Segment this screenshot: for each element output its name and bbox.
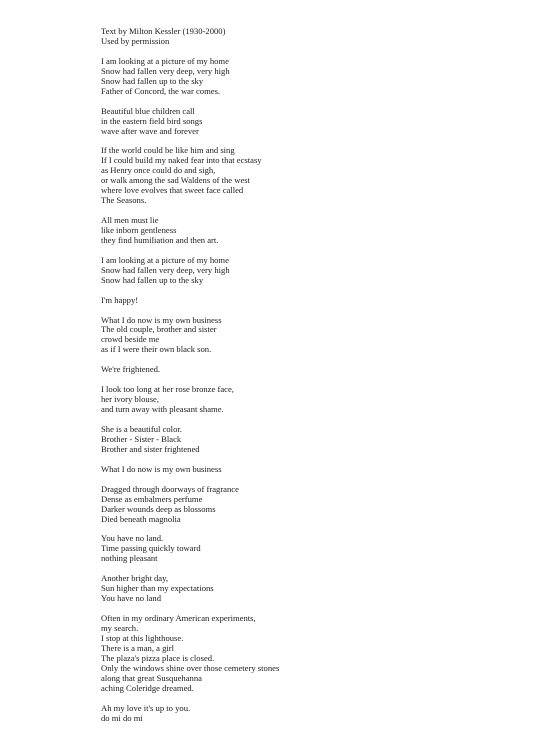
stanza xyxy=(101,614,501,694)
poem-line: Ah my love it's up to you. xyxy=(101,702,191,713)
poem-line: If the world could be like him and sing xyxy=(101,145,235,156)
poem-line: Snow had fallen up to the sky xyxy=(101,75,204,86)
stanza xyxy=(101,57,501,97)
stanza xyxy=(101,316,501,356)
stanza xyxy=(101,574,501,604)
stanza xyxy=(101,107,501,137)
poem-line: Dense as embalmers perfume xyxy=(101,493,203,504)
poem-line: aching Coleridge dreamed. xyxy=(101,682,194,693)
poem-line: like inborn gentleness xyxy=(101,225,177,235)
poem-line: Snow had fallen up to the sky xyxy=(101,274,204,285)
poem-line: The Seasons. xyxy=(101,195,147,206)
stanza xyxy=(101,385,501,415)
poem-line: my search. xyxy=(101,622,139,633)
stanza xyxy=(101,216,501,246)
poem-line: What I do now is my own business xyxy=(101,463,222,474)
stanza xyxy=(101,704,501,724)
poem-line: Snow had fallen very deep, very high xyxy=(101,264,230,275)
poem-line: Darker wounds deep as blossoms xyxy=(101,503,216,514)
stanza xyxy=(101,296,501,306)
poem-line: I look too long at her rose bronze face, xyxy=(101,384,234,395)
poem-line: Snow had fallen very deep, very high xyxy=(101,65,230,76)
poem-line: She is a beautiful color. xyxy=(101,423,182,434)
poem-line: Beautiful blue children call xyxy=(101,105,195,116)
poem-line: There is a man, a girl xyxy=(101,642,175,653)
poem-line: and turn away with pleasant shame. xyxy=(101,404,224,415)
poem-line: Brother and sister frightened xyxy=(101,443,200,454)
poem-line: The plaza's pizza place is closed. xyxy=(101,652,215,663)
poem-line: All men must lie xyxy=(101,215,159,226)
poem-line: If I could build my naked fear into that ecstasy xyxy=(101,155,262,166)
poem-line: Only the windows shine over those cemetery stones xyxy=(101,662,280,673)
stanza xyxy=(101,534,501,564)
poem-line: where love evolves that sweet face called xyxy=(101,185,244,196)
poem-line: I am looking at a picture of my home xyxy=(101,254,229,265)
poem-line: You have no land. xyxy=(101,533,164,544)
poem-line: in the eastern field bird songs xyxy=(101,115,203,126)
poem-line: along that great Susquehanna xyxy=(101,672,202,683)
stanza xyxy=(101,465,501,475)
poem-line: as if I were their own black son. xyxy=(101,344,212,355)
stanza xyxy=(101,485,501,525)
poem-line: I stop at this lighthouse. xyxy=(101,632,184,643)
poem-line: You have no land xyxy=(101,593,161,604)
poem-line: Often in my ordinary American experiments, xyxy=(101,613,256,623)
poem-line: wave after wave and forever xyxy=(101,125,199,136)
poem-line: What I do now is my own business xyxy=(101,314,222,325)
poem-line: Brother - Sister - Black xyxy=(101,433,182,444)
credit-line: Text by Milton Kessler (1930-2000) xyxy=(101,26,226,36)
stanza xyxy=(101,146,501,206)
poem-line: her ivory blouse, xyxy=(101,394,159,405)
poem-line: they find humiliation and then art. xyxy=(101,234,219,245)
poem-text xyxy=(101,27,501,723)
poem-line: or walk among the sad Waldens of the west xyxy=(101,175,251,186)
poem-line: Father of Concord, the war comes. xyxy=(101,85,221,96)
poem-line: crowd beside me xyxy=(101,334,160,345)
poem-line: nothing pleasant xyxy=(101,553,158,564)
poem-line: The old couple, brother and sister xyxy=(101,324,217,335)
poem-line: do mi do mi xyxy=(101,712,143,723)
credit-line: Used by permission xyxy=(101,35,170,46)
poem-line: Another bright day, xyxy=(101,573,168,584)
poem-line: We're frightened. xyxy=(101,364,161,375)
poem-line: Time passing quickly toward xyxy=(101,543,201,554)
poem-line: as Henry once could do and sigh, xyxy=(101,165,216,176)
poem-line: Died beneath magnolia xyxy=(101,513,181,524)
stanza xyxy=(101,256,501,286)
poem-line: I am looking at a picture of my home xyxy=(101,55,229,66)
stanza xyxy=(101,365,501,375)
poem-line: I'm happy! xyxy=(101,294,139,305)
poem-line: Sun higher than my expectations xyxy=(101,583,214,594)
stanza xyxy=(101,425,501,455)
credit-block xyxy=(101,27,501,47)
poem-line: Dragged through doorways of fragrance xyxy=(101,483,239,494)
